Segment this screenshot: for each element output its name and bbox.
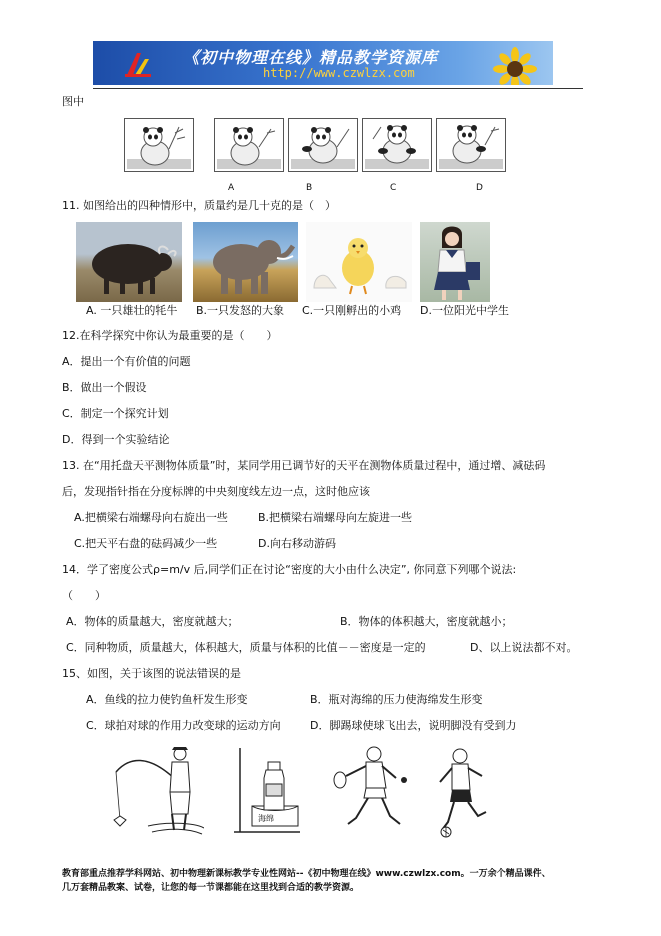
header-banner [93,41,553,85]
q13-option-a: A.把横梁右端螺母向右旋出一些 [74,511,228,524]
soccer-player-icon [430,746,492,838]
panda-illustration-icon [437,119,505,171]
q15-option-b: B．瓶对海绵的压力使海绵发生形变 [310,693,483,706]
q12-option-d: D．得到一个实验结论 [62,433,170,446]
q15-option-a: A．鱼线的拉力使钓鱼杆发生形变 [86,693,248,706]
footer-line-1: 教育部重点推荐学科网站、初中物理新课标教学专业性网站--《初中物理在线》www.czwlzx.com。一万余个精品课件、 [62,869,551,879]
student-icon [420,222,490,302]
panda-illustration-icon [289,119,357,171]
panda-panel-a [214,118,284,172]
site-logo-icon [123,49,153,79]
panda-panel-c [362,118,432,172]
panda-label-b: B [306,183,313,193]
q12-option-a: A．提出一个有价值的问题 [62,355,191,368]
q12-option-b: B．做出一个假设 [62,381,147,394]
sunflower-icon [493,47,537,85]
banner-url: http://www.czwlzx.com [263,66,415,80]
banner-title: 《初中物理在线》精品教学资源库 [183,48,439,67]
q12-option-c: C．制定一个探究计划 [62,407,169,420]
panda-label-a: A [228,183,235,193]
q14-option-a: A．物体的质量越大，密度就越大； [66,615,239,628]
q15-option-d: D．脚踢球使球飞出去，说明脚没有受到力 [310,719,517,732]
q13-option-c: C.把天平右盘的砝码减少一些 [74,537,218,550]
q14-option-d: D、以上说法都不对。 [470,641,578,654]
q13-option-b: B.把横梁右端螺母向左旋进一些 [258,511,413,524]
intro-text: 图中 [62,95,84,108]
elephant-photo [193,222,298,302]
tennis-player-icon [330,744,410,834]
q14-option-b: B．物体的体积越大，密度就越小； [340,615,513,628]
panda-panel-b [288,118,358,172]
q14-option-c: C．同种物质，质量越大，体积越大，质量与体积的比值－－密度是一定的 [66,641,426,654]
panda-illustration-icon [125,119,193,171]
panda-label-c: C [390,183,397,193]
fishing-man-icon [108,742,204,838]
sponge-label: 海绵 [258,814,274,823]
q14-stem-line2: （ ） [62,589,106,602]
panda-illustration-icon [363,119,431,171]
chick-photo [306,222,412,302]
q11-option-b: B.一只发怒的大象 [196,304,285,317]
student-photo [420,222,490,302]
q15-option-c: C．球拍对球的作用力改变球的运动方向 [86,719,281,732]
q11-option-c: C.一只刚孵出的小鸡 [302,304,402,317]
footer-line-2: 几万套精品教案、试卷，让您的每一节课都能在这里找到合适的教学资源。 [62,883,360,893]
q12-stem: 12.在科学探究中你认为最重要的是（ ） [62,329,278,342]
q14-stem-line1: 14．学了密度公式ρ=m/v 后,同学们正在讨论“密度的大小由什么决定”, 你同意下列哪个说法: [62,563,517,576]
q11-option-a: A. 一只雄壮的牦牛 [86,304,178,317]
q13-stem-line2: 后，发现指针指在分度标牌的中央刻度线左边一点，这时他应该 [62,485,370,498]
elephant-icon [193,222,298,302]
panda-panel-reference [124,118,194,172]
q13-option-d: D.向右移动游码 [258,537,336,550]
q15-stem: 15、如图，关于该图的说法错误的是 [62,667,241,680]
q11-stem: 11. 如图给出的四种情形中，质量约是几十克的是（ ） [62,199,336,212]
q13-stem-line1: 13. 在“用托盘天平测物体质量”时，某同学用已调节好的天平在测物体质量过程中，通过增、减砝码 [62,459,546,472]
q11-option-d: D.一位阳光中学生 [420,304,509,317]
chick-icon [306,222,412,302]
header-divider [93,88,583,89]
yak-photo [76,222,182,302]
panda-panel-d [436,118,506,172]
panda-label-d: D [476,183,483,193]
panda-illustration-icon [215,119,283,171]
yak-icon [76,222,182,302]
